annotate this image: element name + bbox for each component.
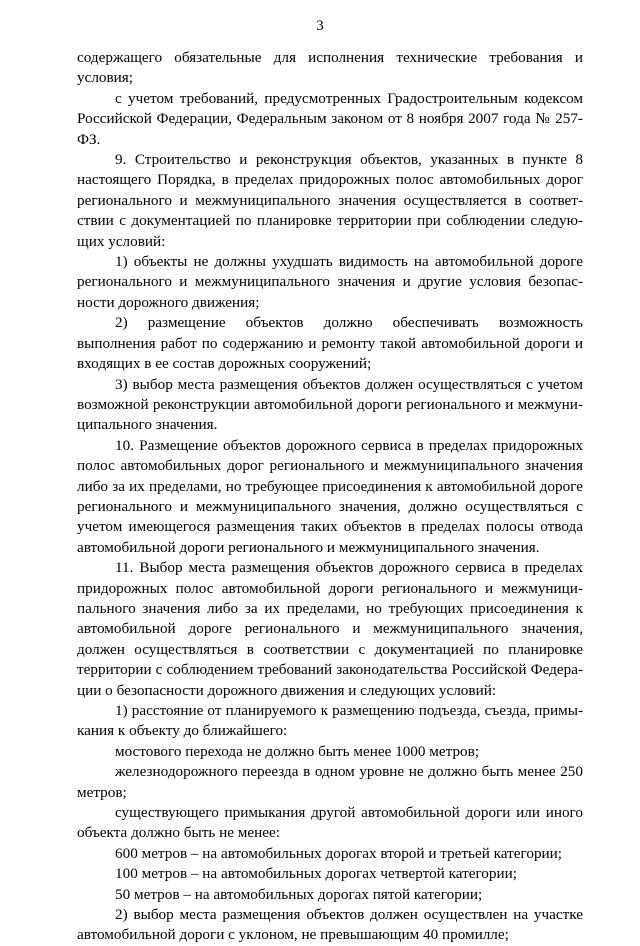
paragraph: с учетом требований, предусмотренных Градостроительным кодексом Российской Федерации, Федеральным законом от 8 ноября 2007 года № 257-ФЗ. — [77, 89, 583, 148]
paragraph: 11. Выбор места размещения объектов дорожного сервиса в пределах придорожных полос автомобильной дороги регионального и межмуниципального значения либо за их пределами, но требующих присоединения к автомобильной дороге регионального и межмуниципального значения, должен осуществляться в соответствии с документацией по планировке территории с соблюдением требований законодательства Российской Федерации о безопасности дорожного движения и следующих условий: — [77, 559, 583, 699]
page-number: 3 — [316, 18, 324, 34]
paragraph: 600 метров – на автомобильных дорогах второй и третьей категории; — [115, 844, 563, 862]
paragraph: железнодорожного переезда в одном уровне не должно быть менее 250 метров; — [77, 763, 583, 801]
paragraph: 1) расстояние от планируемого к размещению подъезда, съезда, примыкания к объекту до ближайшего: — [77, 702, 583, 740]
paragraph: 100 метров – на автомобильных дорогах четвертой категории; — [115, 865, 517, 883]
paragraph: содержащего обязательные для исполнения технические требования и условия; — [77, 49, 583, 87]
paragraph: 3) выбор места размещения объектов должен осуществляться с учетом возможной реконструкции автомобильной дороги регионального и межмуниципального значения. — [77, 375, 583, 434]
paragraph: 50 метров – на автомобильных дорогах пятой категории; — [115, 885, 483, 903]
paragraph: 2) выбор места размещения объектов должен осуществлен на участке автомобильной дороги с уклоном, не превышающим 40 промилле; — [77, 906, 583, 944]
paragraph: 9. Строительство и реконструкция объектов, указанных в пункте 8 настоящего Порядка, в пределах придорожных полос автомобильных дорог регионального и межмуниципального значения осуществляется в соответствии с документацией по планировке территории при соблюдении следующих условий: — [77, 151, 583, 250]
paragraph: 2) размещение объектов должно обеспечивать возможность выполнения работ по содержанию и ремонту такой автомобильной дороги и входящих в ее состав дорожных сооружений; — [77, 314, 583, 373]
paragraph: 10. Размещение объектов дорожного сервиса в пределах придорожных полос автомобильных дорог регионального и межмуниципального значения либо за их пределами, но требующее присоединения к автомобильной дороге регионального и межмуниципального значения, должно осуществляться с учетом имеющегося размещения таких объектов в пределах полосы отвода автомобильной дороги регионального и межмуниципального значения. — [77, 436, 583, 556]
paragraph: мостового перехода не должно быть менее 1000 метров; — [115, 742, 480, 760]
document-body — [77, 48, 583, 946]
paragraph: 1) объекты не должны ухудшать видимость на автомобильной дороге регионального и межмуниципального значения и другие условия безопасности дорожного движения; — [77, 253, 583, 311]
paragraph: существующего примыкания другой автомобильной дороги или иного объекта должно быть не менее: — [77, 804, 583, 842]
